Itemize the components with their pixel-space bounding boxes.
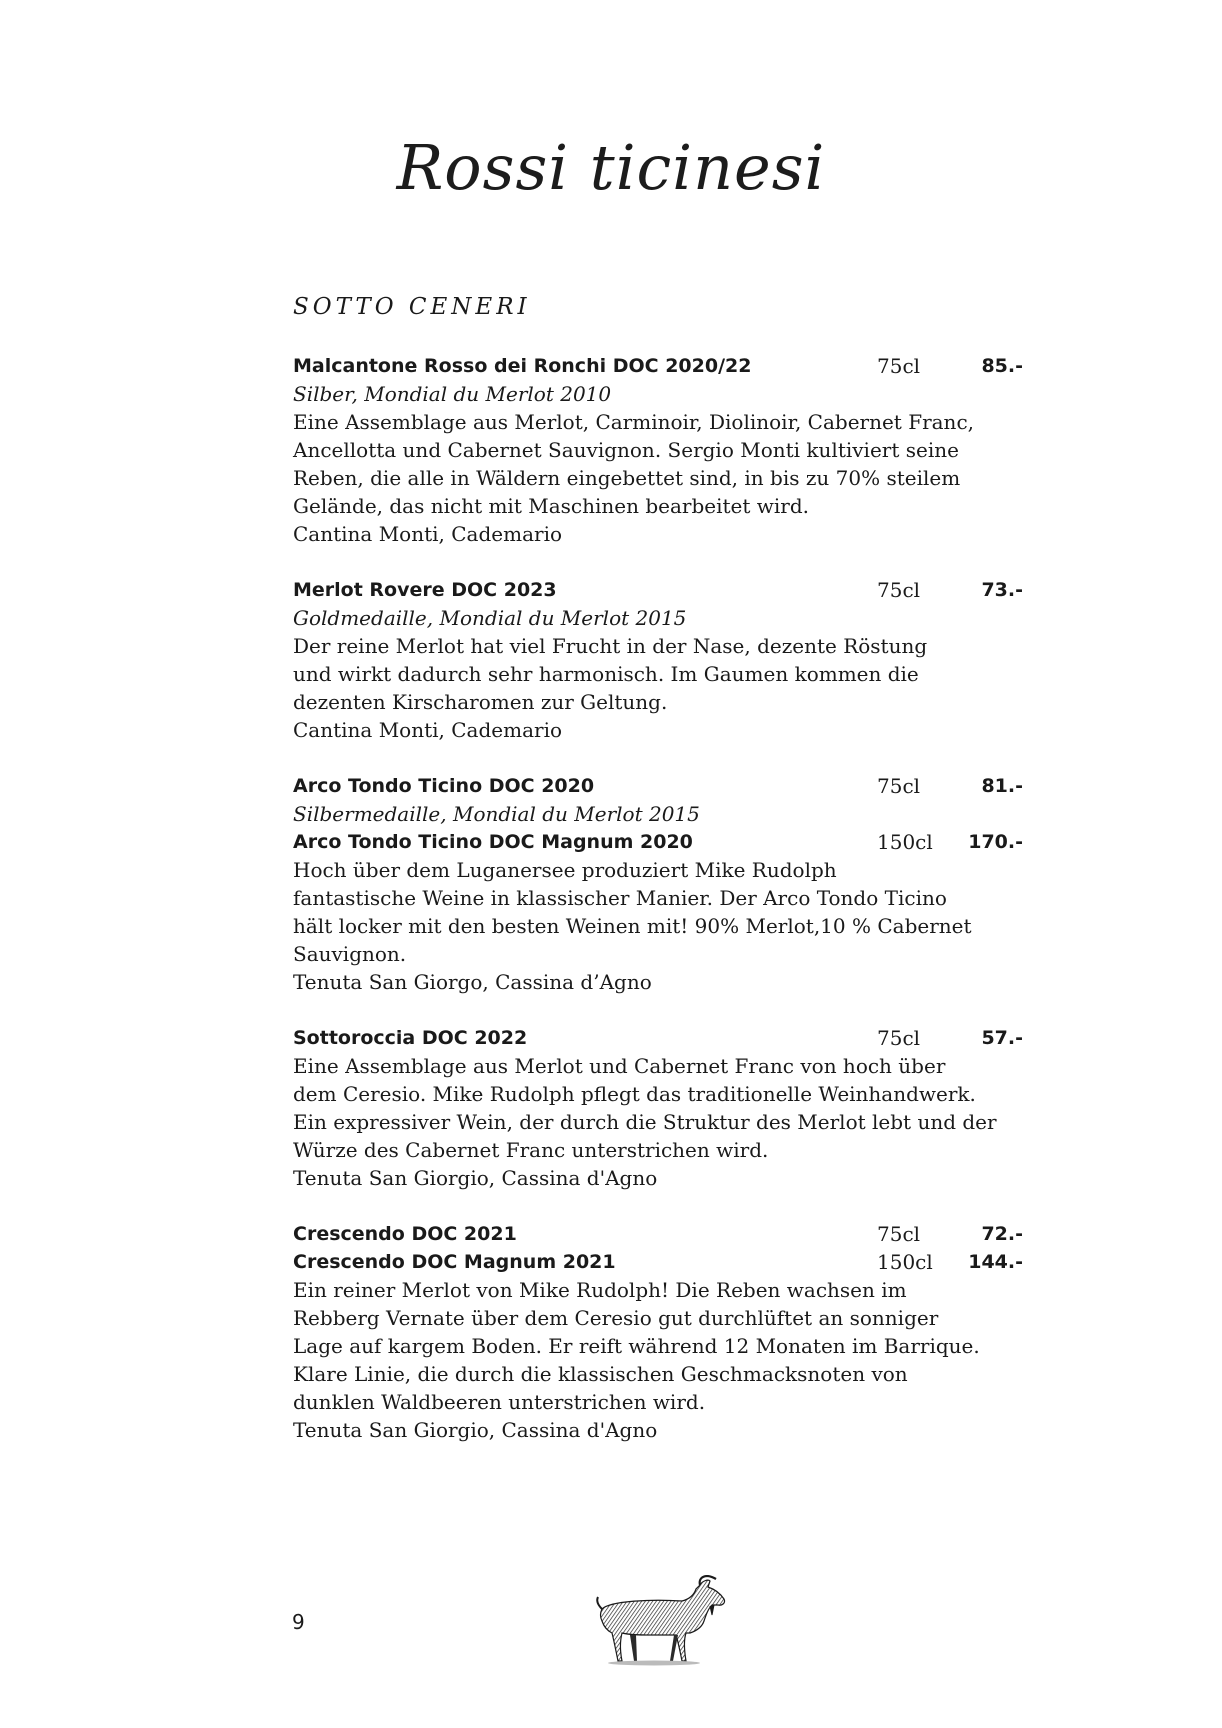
wine-price: 72.- <box>981 1223 1023 1245</box>
wine-entry <box>293 1024 1033 1192</box>
wine-description-line: Würze des Cabernet Franc unterstrichen wird. <box>293 1138 769 1162</box>
wine-award: Goldmedaille, Mondial du Merlot 2015 <box>293 606 687 630</box>
goat-illustration <box>590 1575 730 1675</box>
wine-volume: 75cl <box>877 578 921 602</box>
wine-volume: 75cl <box>877 354 921 378</box>
wine-name: Arco Tondo Ticino DOC Magnum 2020 <box>293 831 693 853</box>
wine-price: 73.- <box>981 579 1023 601</box>
wine-description-line: Rebberg Vernate über dem Ceresio gut durchlüftet an sonniger <box>293 1306 939 1330</box>
wine-description-line: Reben, die alle in Wäldern eingebettet sind, in bis zu 70% steilem <box>293 466 961 490</box>
wine-price: 144.- <box>968 1251 1023 1273</box>
wine-price-row <box>293 1024 1033 1052</box>
wine-description-line: Gelände, das nicht mit Maschinen bearbeitet wird. <box>293 494 809 518</box>
wine-description-line: dezenten Kirscharomen zur Geltung. <box>293 690 668 714</box>
page-title: Rossi ticinesi <box>396 131 826 204</box>
wine-price-row <box>293 828 1033 856</box>
wine-entry <box>293 772 1033 996</box>
wine-price-row <box>293 576 1033 604</box>
wine-entry <box>293 576 1033 744</box>
wine-volume: 150cl <box>877 830 933 854</box>
wine-description-line: Lage auf kargem Boden. Er reift während 12 Monaten im Barrique. <box>293 1334 980 1358</box>
wine-producer: Tenuta San Giorgo, Cassina d’Agno <box>293 970 652 994</box>
wine-description-line: dunklen Waldbeeren unterstrichen wird. <box>293 1390 706 1414</box>
page-number: 9 <box>292 1610 305 1634</box>
wine-volume: 150cl <box>877 1250 933 1274</box>
wine-entry <box>293 352 1033 548</box>
wine-producer: Tenuta San Giorgio, Cassina d'Agno <box>293 1418 658 1442</box>
wine-description-line: Sauvignon. <box>293 942 407 966</box>
wine-producer: Cantina Monti, Cademario <box>293 718 563 742</box>
wine-name: Merlot Rovere DOC 2023 <box>293 579 557 601</box>
wine-price-row <box>293 352 1033 380</box>
wine-description-line: Eine Assemblage aus Merlot und Cabernet Franc von hoch über <box>293 1054 946 1078</box>
wine-description-line: Hoch über dem Luganersee produziert Mike Rudolph <box>293 858 837 882</box>
wine-description-line: und wirkt dadurch sehr harmonisch. Im Gaumen kommen die <box>293 662 919 686</box>
wine-list <box>293 352 1033 1472</box>
wine-description-line: fantastische Weine in klassischer Manier. Der Arco Tondo Ticino <box>293 886 947 910</box>
section-heading: SOTTO CENERI <box>293 294 531 320</box>
wine-description-line: Eine Assemblage aus Merlot, Carminoir, Diolinoir, Cabernet Franc, <box>293 410 974 434</box>
wine-name: Sottoroccia DOC 2022 <box>293 1027 528 1049</box>
wine-producer: Tenuta San Giorgio, Cassina d'Agno <box>293 1166 658 1190</box>
wine-volume: 75cl <box>877 774 921 798</box>
wine-price-row <box>293 772 1033 800</box>
wine-award: Silber, Mondial du Merlot 2010 <box>293 382 612 406</box>
wine-price-row <box>293 1248 1033 1276</box>
wine-volume: 75cl <box>877 1222 921 1246</box>
wine-name: Crescendo DOC 2021 <box>293 1223 517 1245</box>
wine-description-line: Ein expressiver Wein, der durch die Struktur des Merlot lebt und der <box>293 1110 997 1134</box>
wine-description-line: Klare Linie, die durch die klassischen Geschmacksnoten von <box>293 1362 908 1386</box>
wine-price: 85.- <box>981 355 1023 377</box>
wine-price: 81.- <box>981 775 1023 797</box>
wine-price-row <box>293 1220 1033 1248</box>
wine-name: Malcantone Rosso dei Ronchi DOC 2020/22 <box>293 355 752 377</box>
wine-award: Silbermedaille, Mondial du Merlot 2015 <box>293 802 700 826</box>
wine-name: Arco Tondo Ticino DOC 2020 <box>293 775 595 797</box>
wine-description-line: dem Ceresio. Mike Rudolph pflegt das traditionelle Weinhandwerk. <box>293 1082 976 1106</box>
wine-description-line: Ancellotta und Cabernet Sauvignon. Sergio Monti kultiviert seine <box>293 438 959 462</box>
wine-description-line: hält locker mit den besten Weinen mit! 90% Merlot,10 % Cabernet <box>293 914 972 938</box>
wine-volume: 75cl <box>877 1026 921 1050</box>
wine-price: 170.- <box>968 831 1023 853</box>
wine-description-line: Der reine Merlot hat viel Frucht in der Nase, dezente Röstung <box>293 634 928 658</box>
wine-price: 57.- <box>981 1027 1023 1049</box>
wine-entry <box>293 1220 1033 1444</box>
wine-name: Crescendo DOC Magnum 2021 <box>293 1251 616 1273</box>
wine-producer: Cantina Monti, Cademario <box>293 522 563 546</box>
wine-description-line: Ein reiner Merlot von Mike Rudolph! Die Reben wachsen im <box>293 1278 907 1302</box>
